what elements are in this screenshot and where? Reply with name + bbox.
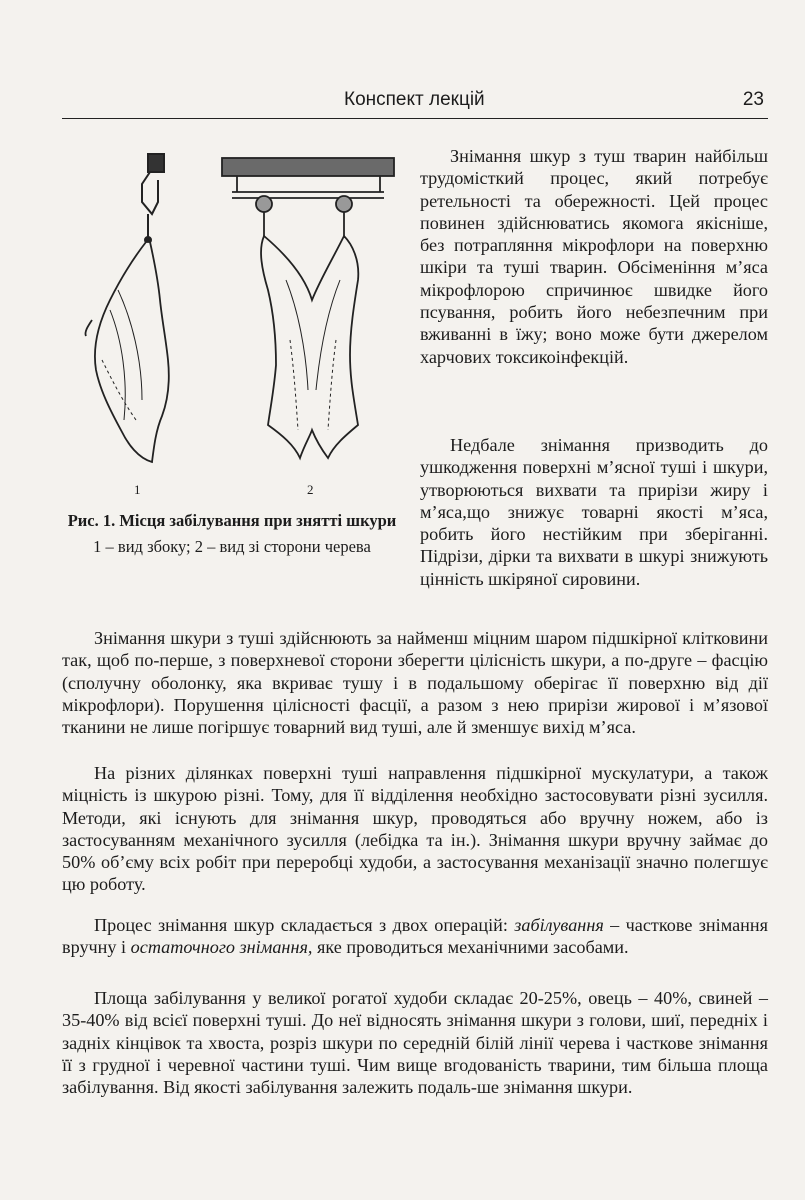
paragraph-4: На різних ділянках поверхні туші направлення підшкірної мускулатури, а також міцність із шкурою різні. Тому, для її відділення необхідно застосовувати різні зусилля. Методи, які існують для знімання шкур, проводяться або вручну ножем, або із застосуванням механічного зусилля (лебідка та ін.). Знімання шкури вручну займає до 50% об’єму всіх робіт при переробці худоби, а застосування механізації значно полегшує цю роботу.	[62, 763, 768, 895]
caption-subtitle: 1 – вид збоку; 2 – вид зі сторони черева	[93, 537, 371, 556]
caption-title: Рис. 1. Місця забілування при знятті шкури	[67, 511, 397, 530]
figure-label-2: 2	[307, 482, 314, 497]
page-number: 23	[742, 89, 764, 110]
carcass-side-view	[85, 242, 168, 462]
term-ostatochne-znimannia: остаточного знімання,	[130, 937, 313, 958]
paragraph-5-text-b: – часткове знімання вручну і	[62, 915, 769, 958]
paragraph-3: Знімання шкури з туші здійснюють за найменш міцним шаром підшкірної клітковини так, щоб по-перше, з поверхневої сторони зберегти цілісність шкури, а по-друге – фасцію (сполучну оболонку, яка вкриває тушу і в подальшому оберігає її поверхню від дії мікрофлори). Порушення цілісності фасції, а разом з нею прирізи жирової і м’язової тканини не лише погіршує товарний вид туші, але й зменшує вихід м’яса.	[62, 628, 768, 738]
running-header	[62, 84, 768, 119]
figure-caption	[62, 508, 402, 560]
overhead-rail	[222, 158, 394, 236]
figure-label-1: 1	[134, 482, 141, 497]
paragraph-6: Площа забілування у великої рогатої худоби складає 20-25%, овець – 40%, свиней – 35-40% від всієї поверхні туші. До неї відносять знімання шкури з голови, шиї, передніх і задніх кінцівок та хвоста, розріз шкури по середній білій лінії черева і часткове знімання її з грудної і черевної частини туші. Чим вище вгодованість тварини, тим більша площа забілування. Від якості забілування залежить подаль-ше знімання шкури.	[62, 988, 768, 1098]
figure-carcass-illustration	[62, 140, 402, 620]
carcass-drawing	[62, 140, 402, 500]
carcass-belly-view	[261, 236, 358, 458]
paragraph-2: Недбале знімання призводить до ушкодження поверхні м’ясної туші і шкури, утворюються вихвати та прирізи жиру і м’яса,що знижує товарні якості м’яса, робить його нестійким при зберіганні. Підрізи, дірки та вихвати в шкурі знижують цінність шкіряної сировини.	[420, 435, 768, 589]
paragraph-5	[62, 914, 768, 959]
header-title: Конспект лекцій	[344, 89, 485, 110]
paragraph-1: Знімання шкур з туш тварин найбільш трудомісткий процес, який потребує ретельності та обережності. Цей процес повинен здійснюватись якомога якісніше, без потрапляння мікрофлори на поверхню шкіри та туші тварин. Обсіменіння м’яса мікрофлорою спричинює швидке його псування, робить його небезпечним при вживанні в їжу; воно може бути джерелом харчових токсикоінфекцій.	[420, 146, 768, 367]
paragraph-5-text-c: яке проводиться механічними засобами.	[312, 937, 629, 958]
paragraph-5-text-a: Процес знімання шкур складається з двох операцій:	[94, 915, 515, 935]
hook-side-view	[142, 154, 164, 243]
term-zabiluvannia: забілування	[514, 915, 604, 935]
